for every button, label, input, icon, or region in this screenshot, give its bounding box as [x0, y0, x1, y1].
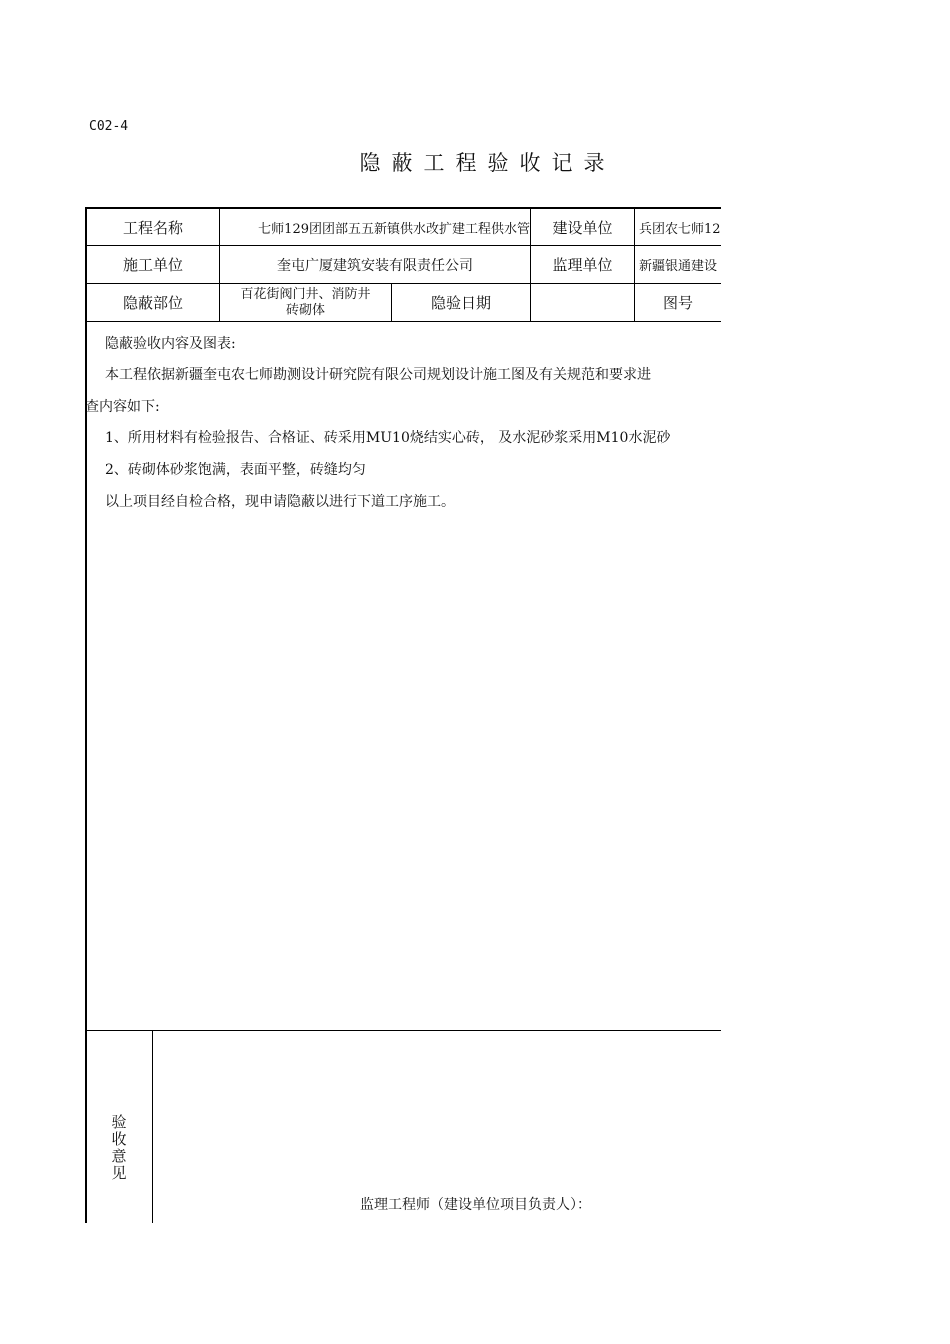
location-value-line2: 砖砌体	[285, 302, 325, 318]
content-conclusion: 以上项目经自检合格，现申请隐蔽以进行下道工序施工。	[105, 494, 455, 510]
supervisor-value: 新疆银通建设	[639, 259, 718, 274]
location-value	[220, 284, 391, 321]
supervisor-label: 监理单位	[552, 256, 613, 274]
record-table	[85, 207, 721, 1223]
content-heading: 隐蔽验收内容及图表:	[105, 336, 236, 352]
opinion-char-2: 收	[111, 1130, 127, 1148]
page-title: 隐蔽工程验收记录	[359, 151, 616, 175]
opinion-char-3: 意	[111, 1147, 127, 1165]
contractor-value: 奎屯广厦建筑安装有限责任公司	[277, 257, 473, 274]
content-item2: 2、砖砌体砂浆饱满，表面平整，砖缝均匀	[105, 462, 366, 478]
content-item1: 1、所用材料有检验报告、合格证、砖采用MU10烧结实心砖， 及水泥砂浆采用M10水泥砂	[105, 430, 671, 446]
date-label: 隐验日期	[430, 294, 491, 312]
project-name-label: 工程名称	[122, 218, 183, 237]
project-name-value: 七师129团团部五五新镇供水改扩建工程供水管	[258, 221, 530, 237]
drawing-label: 图号	[662, 294, 693, 312]
owner-label: 建设单位	[552, 218, 613, 237]
opinion-char-1: 验	[111, 1113, 127, 1131]
contractor-label: 施工单位	[122, 256, 183, 274]
content-line2: 查内容如下:	[85, 399, 160, 415]
form-code: C02-4	[89, 119, 129, 134]
owner-value: 兵团农七师12	[639, 221, 721, 237]
opinion-label	[107, 1114, 131, 1182]
content-line1: 本工程依据新疆奎屯农七师勘测设计研究院有限公司规划设计施工图及有关规范和要求进	[105, 367, 651, 383]
location-value-line1: 百花街阀门井、消防井	[240, 286, 371, 302]
signer-label: 监理工程师（建设单位项目负责人）：	[360, 1197, 591, 1213]
opinion-char-4: 见	[111, 1164, 127, 1182]
location-label: 隐蔽部位	[122, 294, 183, 312]
date-value	[531, 284, 634, 321]
